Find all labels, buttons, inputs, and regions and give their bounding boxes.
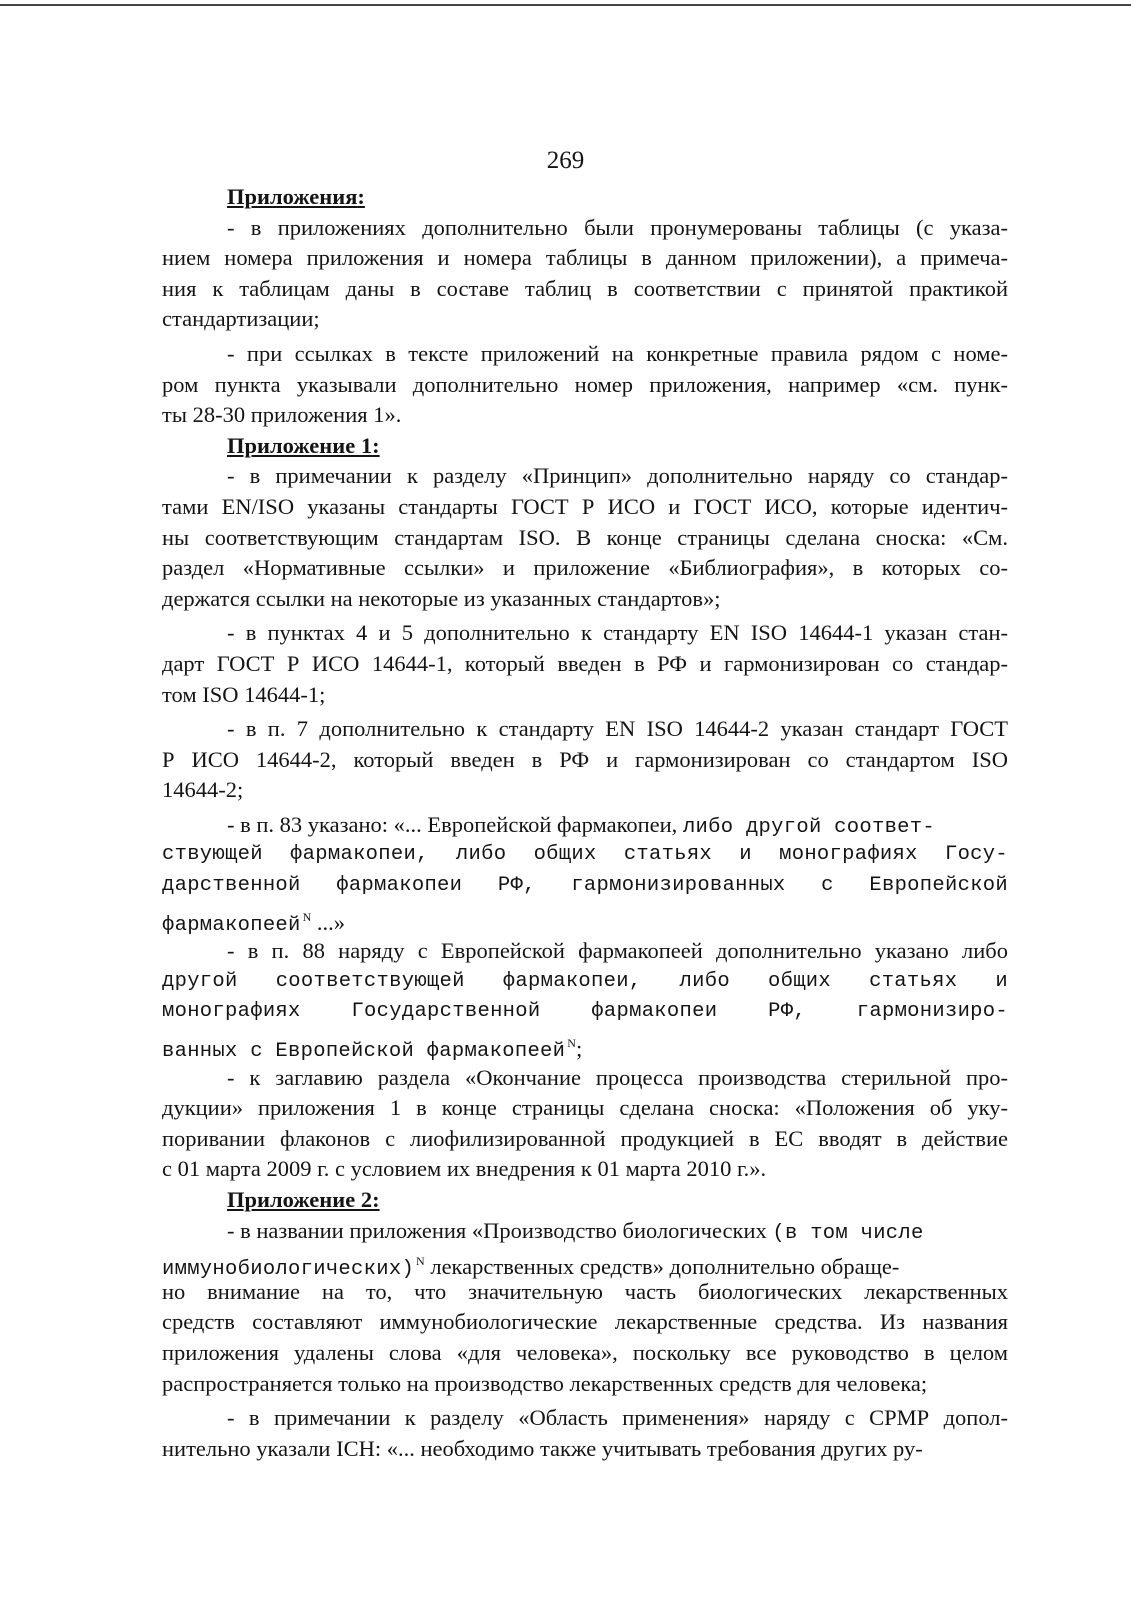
text-line: том ISO 14644-1; (162, 681, 326, 707)
text-line: ты 28-30 приложения 1». (162, 402, 402, 428)
paragraph (162, 461, 1008, 614)
text-line: - к заглавию раздела «Окончание процесса производства стерильной про- (227, 1064, 1008, 1090)
section-heading-appendices: Приложения: (227, 184, 365, 209)
page-number: 269 (546, 147, 585, 174)
text-line: - в примечании к разделу «Область применения» наряду с СРМР допол- (227, 1405, 1008, 1431)
text-line: средств составляют иммунобиологические лекарственные средства. Из названия (162, 1309, 1008, 1335)
text-line: фармакопеей $^N$ ...» (162, 909, 346, 937)
text-line: ванных с Европейской фармакопеей $^N$; (162, 1036, 583, 1064)
paragraph (162, 1403, 1008, 1464)
text-line: - в п. 88 наряду с Европейской фармакопеей дополнительно указано либо (227, 938, 1008, 964)
text-line: держатся ссылки на некоторые из указанных стандартов»; (162, 585, 721, 611)
text-line: раздел «Нормативные ссылки» и приложение «Библиография», в которых со- (162, 555, 1008, 581)
top-border-line (0, 4, 1131, 6)
text-line: нием номера приложения и номера таблицы в данном приложении), а примеча- (162, 245, 1008, 271)
text-line: дарт ГОСТ Р ИСО 14644-1, который введен в РФ и гармонизирован со стандар- (162, 650, 1008, 676)
paragraph (162, 1063, 1008, 1185)
text-line: - в названии приложения «Производство биологических (в том числе (227, 1217, 924, 1245)
text-line: иммунобиологических) $^N$ лекарственных средств» дополнительно обраще- (162, 1254, 900, 1282)
text-line: поривании флаконов с лиофилизированной продукцией в ЕС вводят в действие (162, 1125, 1008, 1151)
footnote-mark: N (567, 1036, 576, 1051)
text-line: распространяется только на производство лекарственных средств для человека; (162, 1370, 928, 1396)
text-line: ствующей фармакопеи, либо общих статьях и монографиях Госу- (162, 843, 1008, 867)
paragraph (162, 339, 1008, 431)
text-line: дукции» приложения 1 в конце страницы сделана сноска: «Положения об уку- (162, 1095, 1008, 1121)
text-line: - в приложениях дополнительно были пронумерованы таблицы (с указа- (227, 214, 1008, 240)
paragraph (162, 936, 1008, 1064)
text-line: Р ИСО 14644-2, который введен в РФ и гармонизирован со стандартом ISO (162, 746, 1008, 772)
section-heading-appendix-1: Приложение 1: (227, 432, 380, 458)
text-line: другой соответствующей фармакопеи, либо общих статьях и (162, 969, 1008, 993)
text-line: с 01 марта 2009 г. с условием их внедрения к 01 марта 2010 г.». (162, 1156, 767, 1182)
paragraph (162, 1216, 1008, 1400)
text-line: тами EN/ISO указаны стандарты ГОСТ Р ИСО и ГОСТ ИСО, которые идентич- (162, 493, 1008, 519)
text-line: стандартизации; (162, 306, 320, 332)
text-line: - в пунктах 4 и 5 дополнительно к стандарту EN ISO 14644-1 указан стан- (227, 620, 1008, 646)
footnote-mark: N (302, 909, 312, 924)
text-line: ром пункта указывали дополнительно номер приложения, например «см. пунк- (162, 371, 1008, 397)
paragraph (162, 213, 1008, 335)
text-line: 14644-2; (162, 777, 244, 803)
text-line: - в примечании к разделу «Принцип» дополнительно наряду со стандар- (227, 463, 1008, 489)
text-line: нительно указали ICH: «... необходимо также учитывать требования других ру- (162, 1435, 923, 1461)
text-line: - в п. 7 дополнительно к стандарту EN ISO 14644-2 указан стандарт ГОСТ (227, 716, 1008, 742)
footnote-mark: N (416, 1254, 425, 1269)
text-line: приложения удалены слова «для человека», поскольку все руководство в целом (162, 1339, 1008, 1365)
page-body (162, 182, 1008, 1464)
text-line: - при ссылках в тексте приложений на конкретные правила рядом с номе- (227, 340, 1008, 366)
text-line: но внимание на то, что значительную часть биологических лекарственных (162, 1278, 1008, 1304)
text-line: - в п. 83 указано: «... Европейской фармакопеи, либо другой соответ- (227, 811, 935, 839)
paragraph (162, 618, 1008, 710)
text-line: ния к таблицам даны в составе таблиц в соответствии с принятой практикой (162, 275, 1008, 301)
paragraph (162, 714, 1008, 806)
text-line: ны соответствующим стандартам ISO. В конце страницы сделана сноска: «См. (162, 524, 1008, 550)
text-line: монографиях Государственной фармакопеи РФ, гармонизиро- (162, 1000, 1008, 1024)
paragraph (162, 810, 1008, 937)
section-heading-appendix-2: Приложение 2: (227, 1187, 380, 1212)
text-line: дарственной фармакопеи РФ, гармонизированных с Европейской (162, 874, 1008, 898)
